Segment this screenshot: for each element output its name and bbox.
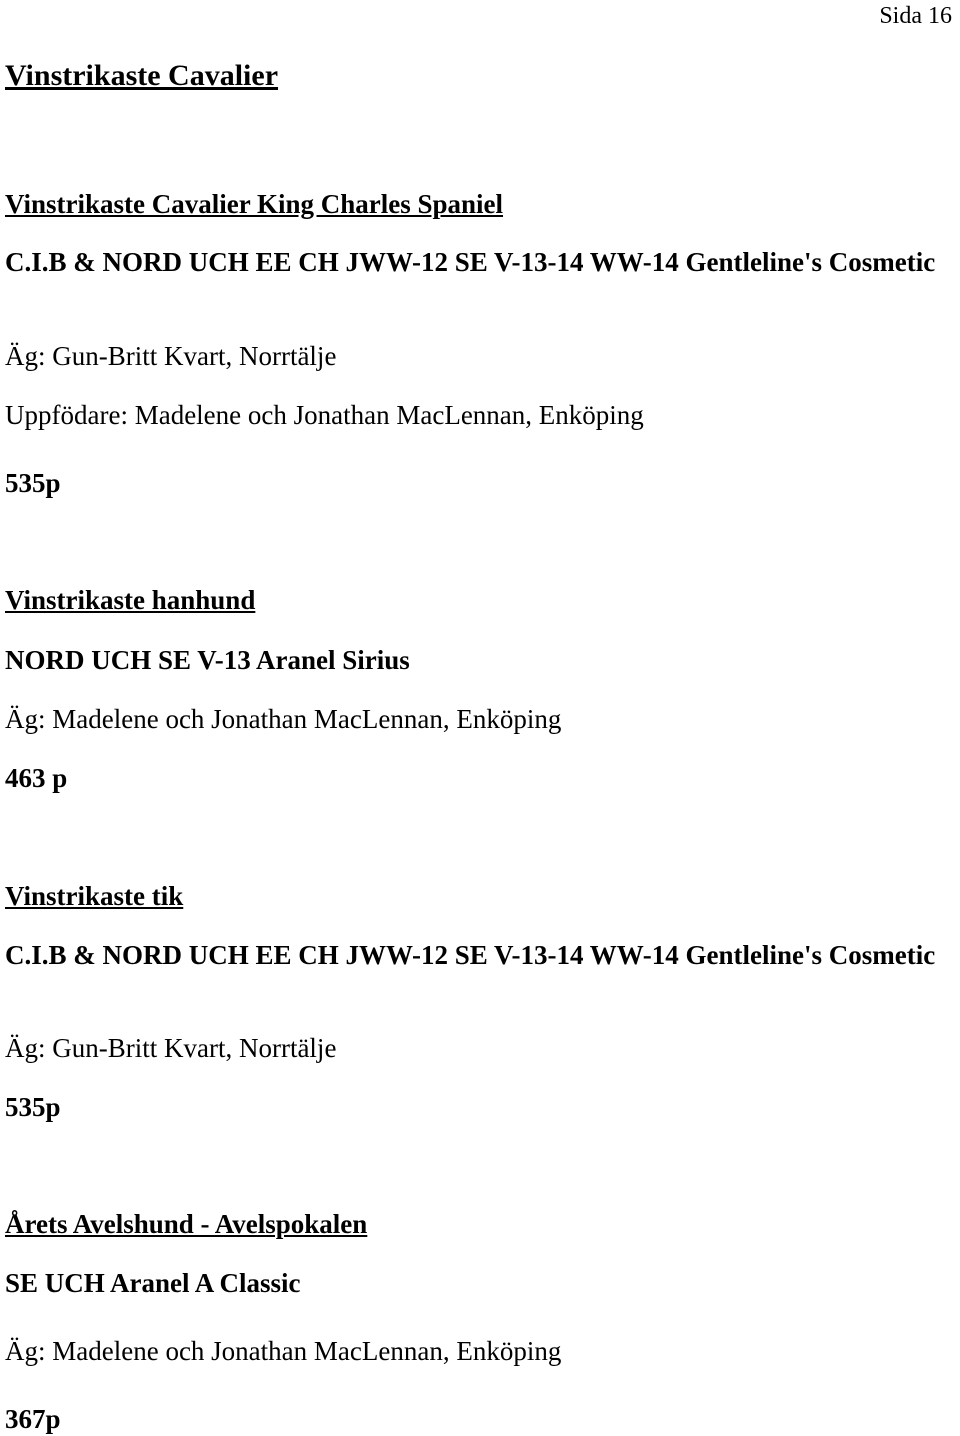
female-owner: Äg: Gun-Britt Kvart, Norrtälje — [5, 1033, 337, 1063]
male-heading: Vinstrikaste hanhund — [5, 585, 256, 615]
breed-heading: Vinstrikaste Cavalier King Charles Spaniel — [5, 189, 504, 219]
breed-winner-name: C.I.B & NORD UCH EE CH JWW-12 SE V-13-14 WW-14 Gentleline's Cosmetic — [5, 247, 936, 277]
breeding-owner: Äg: Madelene och Jonathan MacLennan, Enköping — [5, 1336, 562, 1366]
female-points: 535p — [5, 1092, 61, 1122]
page-title: Vinstrikaste Cavalier — [5, 59, 279, 92]
page-number: Sida 16 — [879, 3, 952, 29]
male-owner: Äg: Madelene och Jonathan MacLennan, Enköping — [5, 704, 562, 734]
breed-winner-points: 535p — [5, 468, 61, 498]
male-points: 463 p — [5, 763, 68, 793]
breeding-heading: Årets Avelshund - Avelspokalen — [5, 1209, 368, 1239]
female-heading: Vinstrikaste tik — [5, 881, 184, 911]
breeding-name: SE UCH Aranel A Classic — [5, 1268, 301, 1298]
male-name: NORD UCH SE V-13 Aranel Sirius — [5, 645, 410, 675]
breeding-points: 367p — [5, 1404, 61, 1434]
breed-winner-owner: Äg: Gun-Britt Kvart, Norrtälje — [5, 341, 337, 371]
female-name: C.I.B & NORD UCH EE CH JWW-12 SE V-13-14 WW-14 Gentleline's Cosmetic — [5, 940, 936, 970]
breed-winner-breeder: Uppfödare: Madelene och Jonathan MacLennan, Enköping — [5, 400, 644, 430]
